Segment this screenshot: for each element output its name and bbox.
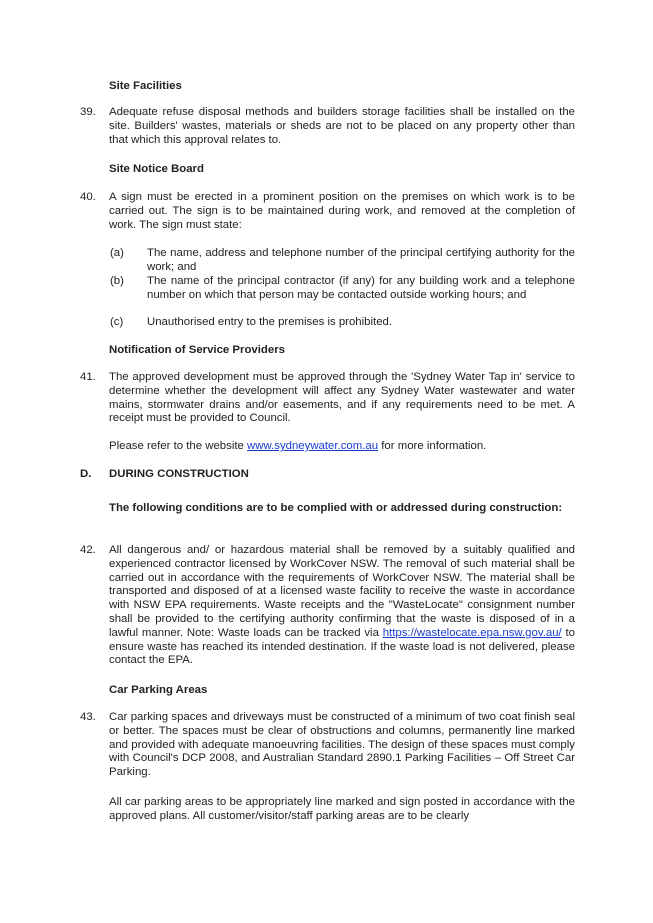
- sydney-water-link[interactable]: www.sydneywater.com.au: [247, 440, 379, 452]
- condition-number-40: 40.: [80, 191, 96, 203]
- condition-text-43-continued: All car parking areas to be appropriately line marked and sign posted in accordance with the approved plans. All customer/visitor/staff parking areas are to be clearly: [109, 796, 575, 822]
- website-reference: [109, 440, 575, 454]
- list-item-text-a: The name, address and telephone number of the principal certifying authority for the work; and: [147, 247, 575, 273]
- heading-notification-service-providers: Notification of Service Providers: [109, 344, 285, 356]
- heading-car-parking-areas: Car Parking Areas: [109, 684, 208, 696]
- refer-text-after: for more information.: [378, 440, 487, 452]
- list-item-text-c: Unauthorised entry to the premises is prohibited.: [147, 316, 393, 328]
- refer-text-before: Please refer to the website: [109, 440, 248, 452]
- list-item-label-c: (c): [110, 316, 124, 328]
- heading-site-notice-board: Site Notice Board: [109, 163, 204, 175]
- condition-text-42: [109, 544, 575, 668]
- list-item-text-b: The name of the principal contractor (if any) for any building work and a telephone number on which that person may be contacted outside working hours; and: [147, 275, 575, 301]
- heading-site-facilities: Site Facilities: [109, 80, 182, 92]
- during-construction-intro: The following conditions are to be complied with or addressed during construction:: [109, 502, 563, 514]
- list-item-label-a: (a): [110, 247, 124, 259]
- list-item-label-b: (b): [110, 275, 124, 287]
- condition-text-41: The approved development must be approved through the 'Sydney Water Tap in' service to determine whether the development will affect any Sydney Water wastewater and water mains, stormwater drains and/or easements, and if any requirements need to be met. A receipt must be provided to Council.: [109, 371, 575, 425]
- heading-during-construction: DURING CONSTRUCTION: [109, 468, 249, 480]
- condition-number-43: 43.: [80, 711, 96, 723]
- condition-number-42: 42.: [80, 544, 96, 556]
- hazardous-text-before: All dangerous and/ or hazardous material shall be removed by a suitably qualified and experienced contractor licensed by WorkCover NSW. The removal of such material shall be carried out in accordance with the requirements of WorkCover NSW. The material shall be transported and disposed of at a licensed waste facility to receive the waste in accordance with NSW EPA requirements. Waste receipts and the "WasteLocate" consignment number shall be provided to the certifying authority confirming that the waste is disposed of in a lawful manner. Note: Waste loads can be tracked via: [109, 544, 575, 639]
- wastelocate-link[interactable]: https://wastelocate.epa.nsw.gov.au/: [382, 626, 562, 639]
- condition-number-39: 39.: [80, 106, 96, 118]
- condition-text-40: A sign must be erected in a prominent position on the premises on which work is to be carried out. The sign is to be maintained during work, and removed at the completion of work. The sign must state:: [109, 191, 575, 231]
- hazardous-text-after: to ensure waste has reached its intended destination. If the waste load is not delivered, please contact the EPA.: [109, 626, 575, 667]
- section-letter-d: D.: [80, 468, 92, 480]
- condition-text-43: Car parking spaces and driveways must be constructed of a minimum of two coat finish seal or better. The spaces must be clear of obstructions and columns, permanently line marked and provided with adequate manoeuvring facilities. The design of these spaces must comply with Council's DCP 2008, and Australian Standard 2890.1 Parking Facilities – Off Street Car Parking.: [109, 711, 575, 779]
- condition-number-41: 41.: [80, 371, 96, 383]
- condition-text-39: Adequate refuse disposal methods and builders storage facilities shall be installed on the site. Builders' wastes, materials or sheds are not to be placed on any property other than that which this approval relates to.: [109, 106, 575, 146]
